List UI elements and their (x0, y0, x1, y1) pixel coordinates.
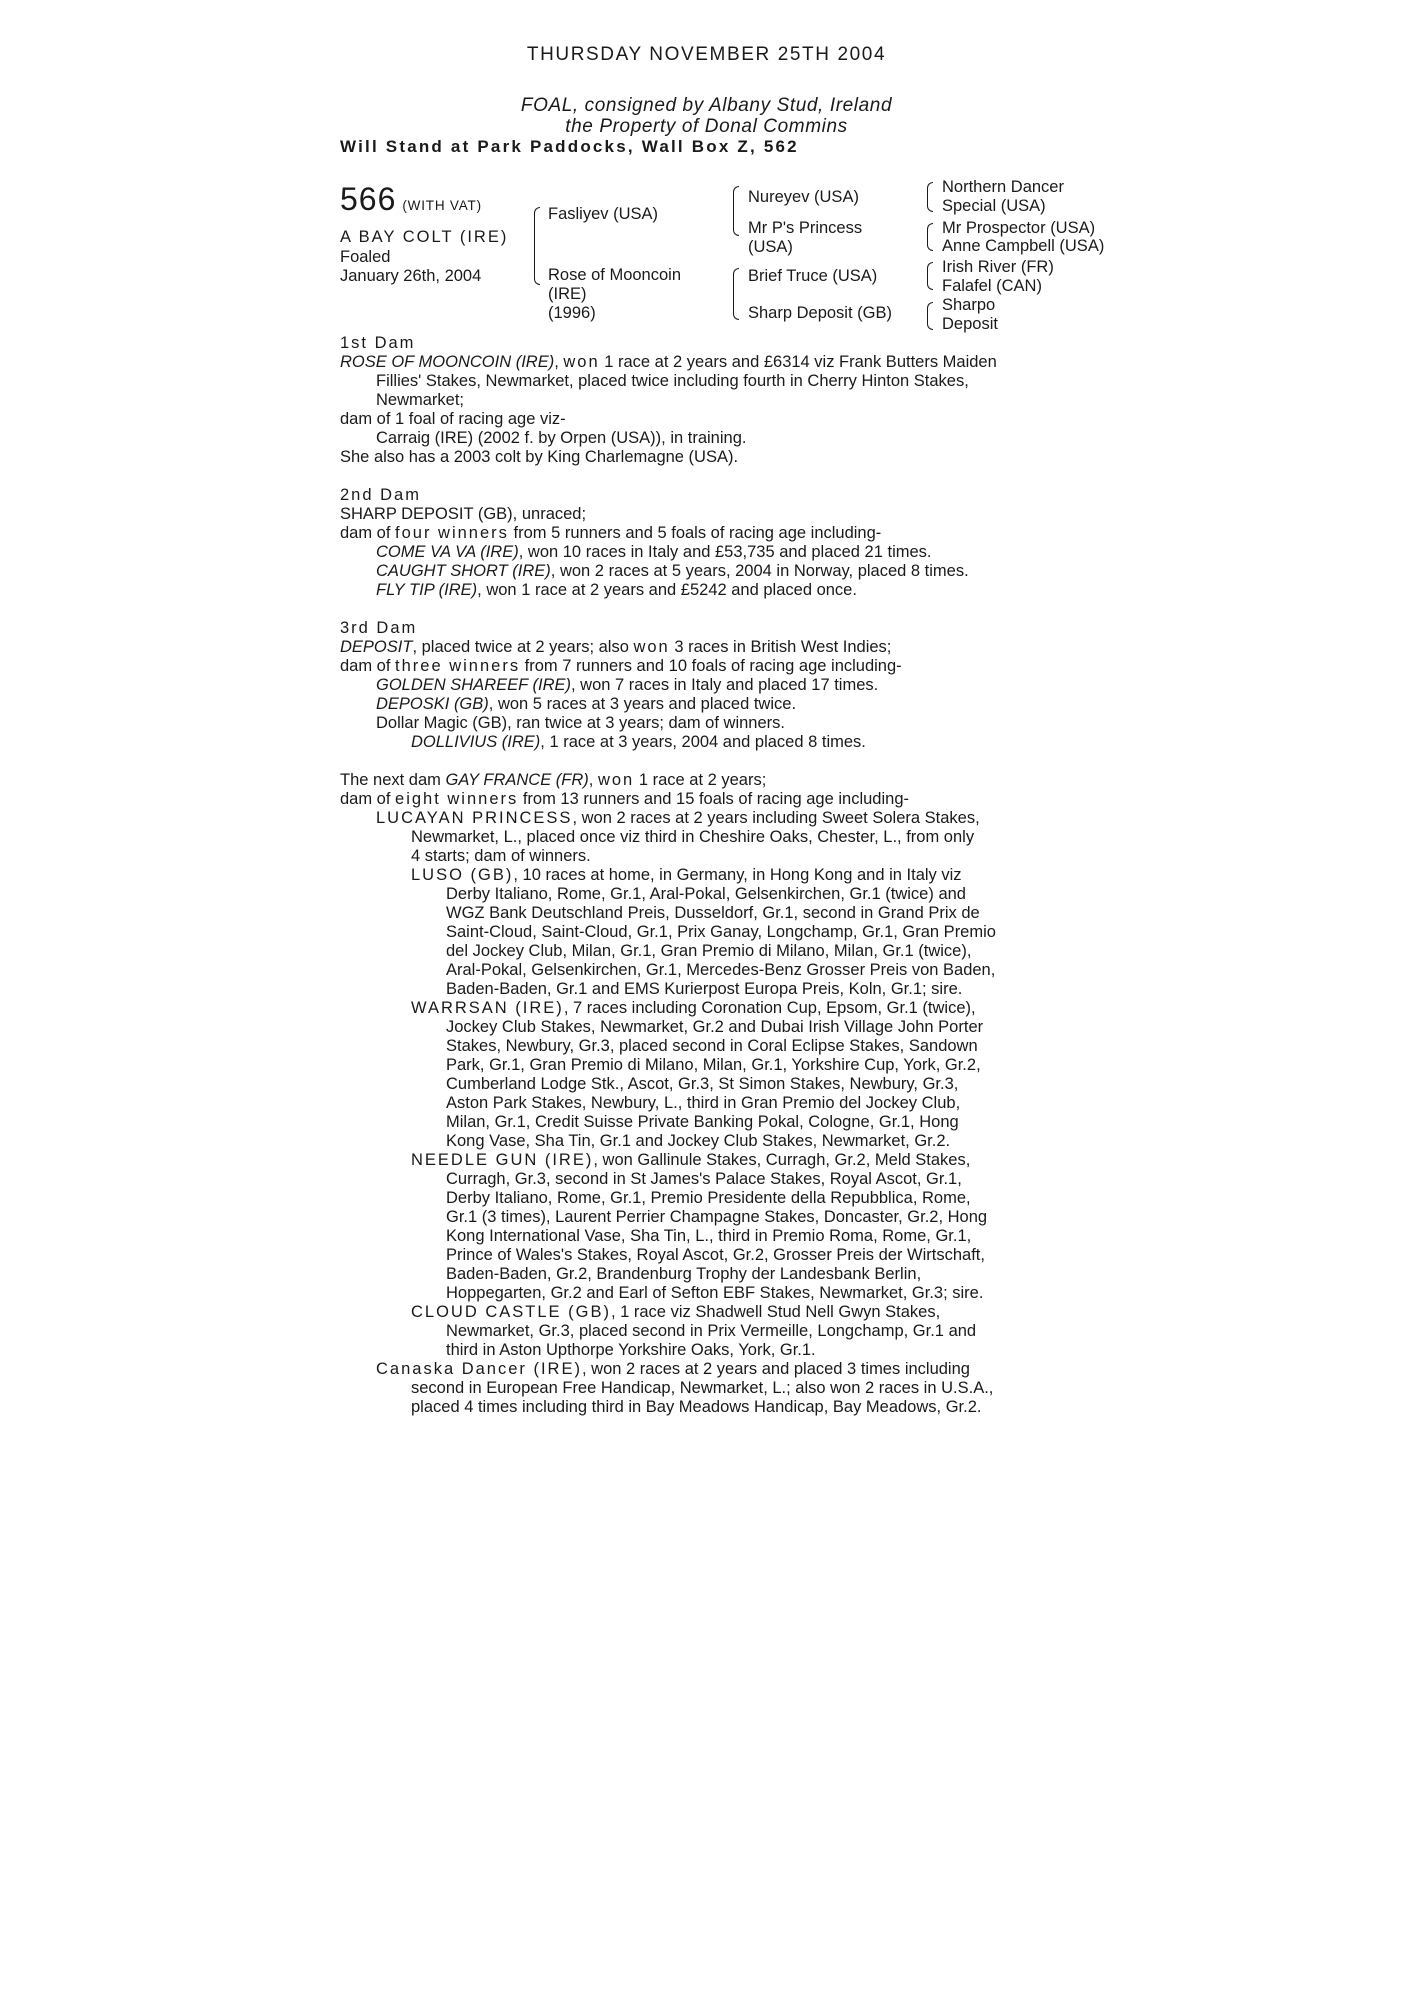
text: , won 1 race at 2 years and £5242 and placed once. (477, 581, 857, 599)
horse-name: FLY TIP (IRE) (376, 581, 478, 599)
produce-line: WGZ Bank Deutschland Preis, Dusseldorf, Gr.1, second in Grand Prix de (446, 904, 980, 922)
text: dam of (340, 790, 396, 808)
pedigree-brace (927, 262, 933, 290)
consignor-line: FOAL, consigned by Albany Stud, Ireland (520, 95, 893, 116)
sire-dam (748, 219, 862, 257)
produce-line: Derby Italiano, Rome, Gr.1, Aral-Pokal, Gelsenkirchen, Gr.1 (twice) and (446, 885, 966, 903)
text: from 5 runners and 5 foals of racing age including- (508, 524, 882, 542)
horse-name: GOLDEN SHAREEF (IRE) (376, 676, 571, 694)
pedigree-brace (534, 207, 540, 285)
text: 3 races in British West Indies; (669, 638, 892, 656)
produce-line: Prince of Wales's Stakes, Royal Ascot, Gr.2, Grosser Preis der Wirtschaft, (446, 1246, 985, 1264)
text: , 10 races at home, in Germany, in Hong Kong and in Italy viz (513, 866, 962, 884)
text: , won 10 races in Italy and £53,735 and placed 21 times. (518, 543, 932, 561)
produce-line: Hoppegarten, Gr.2 and Earl of Sefton EBF Stakes, Newmarket, Gr.3; sire. (446, 1284, 984, 1302)
dam-line (340, 657, 1080, 676)
produce-line: Stakes, Newbury, Gr.3, placed second in Coral Eclipse Stakes, Sandown (446, 1037, 978, 1055)
horse-name: CAUGHT SHORT (IRE) (376, 562, 551, 580)
dam-sire-dam: Falafel (CAN) (942, 277, 1042, 295)
second-dam-section (340, 486, 1080, 600)
horse-name: GAY FRANCE (FR) (445, 771, 589, 789)
horse-name: CLOUD CASTLE (GB) (411, 1303, 611, 1321)
sire-dam-name: Mr P's Princess (748, 219, 863, 237)
produce-line (340, 866, 1080, 885)
dam-country: (IRE) (548, 285, 587, 303)
horse-name: NEEDLE GUN (IRE) (411, 1151, 594, 1169)
horse-name: WARRSAN (IRE) (411, 999, 564, 1017)
sale-date: THURSDAY NOVEMBER 25TH 2004 (526, 44, 887, 65)
text: from 13 runners and 15 foals of racing age including- (518, 790, 909, 808)
property-line: the Property of Donal Commins (565, 116, 848, 137)
pedigree-brace (927, 302, 933, 330)
text: , won 2 races at 5 years, 2004 in Norway, placed 8 times. (550, 562, 969, 580)
produce-line: Kong International Vase, Sha Tin, L., third in Premio Roma, Rome, Gr.1, (446, 1227, 972, 1245)
text: , 1 race at 3 years, 2004 and placed 8 times. (540, 733, 866, 751)
dam-line: Carraig (IRE) (2002 f. by Orpen (USA)), in training. (376, 429, 747, 447)
produce-line: third in Aston Upthorpe Yorkshire Oaks, York, Gr.1. (446, 1341, 816, 1359)
horse-name: DEPOSKI (GB) (376, 695, 489, 713)
dam-line (340, 543, 1080, 562)
won-emphasis: won (633, 638, 670, 656)
winners-emphasis: eight winners (395, 790, 519, 808)
first-dam-section (340, 334, 1080, 467)
pedigree-brace (927, 182, 933, 212)
produce-line: Saint-Cloud, Saint-Cloud, Gr.1, Prix Ganay, Longchamp, Gr.1, Gran Premio (446, 923, 996, 941)
next-dam-section (340, 771, 1080, 1417)
produce-line: Newmarket, L., placed once viz third in Cheshire Oaks, Chester, L., from only (411, 828, 975, 846)
produce-line: second in European Free Handicap, Newmarket, L.; also won 2 races in U.S.A., (411, 1379, 994, 1397)
sire-sire: Nureyev (USA) (748, 188, 859, 206)
sire: Fasliyev (USA) (548, 205, 659, 223)
produce-line: Aral-Pokal, Gelsenkirchen, Gr.1, Mercedes-Benz Grosser Preis von Baden, (446, 961, 996, 979)
text: , won 2 races at 2 years including Sweet Solera Stakes, (572, 809, 980, 827)
text: , placed twice at 2 years; also (412, 638, 634, 656)
produce-line (340, 1151, 1080, 1170)
dam-line: dam of 1 foal of racing age viz- (340, 410, 566, 428)
dam-name: Rose of Mooncoin (548, 266, 681, 284)
vat-note: (WITH VAT) (402, 198, 482, 213)
produce-line: Derby Italiano, Rome, Gr.1, Premio Presidente della Repubblica, Rome, (446, 1189, 971, 1207)
dam-line: Dollar Magic (GB), ran twice at 3 years; dam of winners. (376, 714, 785, 732)
lot-number: 566 (340, 181, 397, 217)
won-emphasis: won (597, 771, 635, 789)
text: The next dam (340, 771, 446, 789)
dam-line: She also has a 2003 colt by King Charlemagne (USA). (340, 448, 739, 466)
dam-line (340, 524, 1080, 543)
produce-line (340, 1360, 1080, 1379)
text: dam of (340, 657, 396, 675)
dam-dam: Sharp Deposit (GB) (748, 304, 892, 322)
dam-sire-sire: Irish River (FR) (942, 258, 1054, 276)
third-dam-section (340, 619, 1080, 752)
stabling-line: Will Stand at Park Paddocks, Wall Box Z, 562 (340, 137, 799, 156)
dam-line (340, 638, 1080, 657)
foaled-label: Foaled (340, 247, 391, 266)
dam-line: Newmarket; (376, 391, 465, 409)
produce-line: Curragh, Gr.3, second in St James's Palace Stakes, Royal Ascot, Gr.1, (446, 1170, 962, 1188)
dam-line (340, 695, 1080, 714)
dam-line (340, 581, 1080, 600)
sire-sire-dam: Special (USA) (942, 197, 1046, 215)
dam-dam-dam: Deposit (942, 315, 998, 333)
produce-line (340, 999, 1080, 1018)
text: , 1 race viz Shadwell Stud Nell Gwyn Stakes, (610, 1303, 941, 1321)
dam-line: Fillies' Stakes, Newmarket, placed twice including fourth in Cherry Hinton Stakes, (376, 372, 969, 390)
text: 1 race at 2 years; (634, 771, 767, 789)
text: dam of (340, 524, 396, 542)
pedigree-brace (927, 223, 933, 251)
section-heading: 1st Dam (340, 334, 416, 352)
text: , won 5 races at 3 years and placed twice. (488, 695, 797, 713)
dam-line: ROSE OF MOONCOIN (IRE), won 1 race at 2 years and £6314 viz Frank Butters Maiden (340, 353, 997, 371)
text: , 7 races including Coronation Cup, Epsom, Gr.1 (twice), (563, 999, 976, 1017)
produce-line (340, 1303, 1080, 1322)
pedigree-brace (733, 186, 739, 236)
produce-line: del Jockey Club, Milan, Gr.1, Gran Premio di Milano, Milan, Gr.1 (twice), (446, 942, 972, 960)
sire-dam-dam: Anne Campbell (USA) (942, 237, 1105, 255)
horse-name: LUCAYAN PRINCESS (376, 809, 573, 827)
sire-sire-sire: Northern Dancer (942, 178, 1064, 196)
produce-line: Cumberland Lodge Stk., Ascot, Gr.3, St Simon Stakes, Newbury, Gr.3, (446, 1075, 959, 1093)
won-emphasis: won (563, 353, 600, 371)
sire-dam-sire: Mr Prospector (USA) (942, 219, 1096, 237)
dam-year: (1996) (548, 304, 596, 322)
text: , (588, 771, 598, 789)
horse-name: COME VA VA (IRE) (376, 543, 519, 561)
section-heading: 2nd Dam (340, 486, 421, 504)
horse-name: LUSO (GB) (411, 866, 514, 884)
horse-name: A BAY COLT (IRE) (340, 228, 509, 246)
produce-line (340, 809, 1080, 828)
winners-emphasis: four winners (395, 524, 509, 542)
produce-line: 4 starts; dam of winners. (411, 847, 591, 865)
lot-heading (340, 181, 482, 218)
pedigree-brace (733, 268, 739, 320)
produce-line: Jockey Club Stakes, Newmarket, Gr.2 and Dubai Irish Village John Porter (446, 1018, 984, 1036)
text: from 7 runners and 10 foals of racing age including- (520, 657, 902, 675)
dam-line: SHARP DEPOSIT (GB), unraced; (340, 505, 587, 523)
consignment-block (0, 95, 1413, 137)
dam-line (340, 771, 1080, 790)
text: , won Gallinule Stakes, Curragh, Gr.2, Meld Stakes, (593, 1151, 971, 1169)
produce-line: Gr.1 (3 times), Laurent Perrier Champagne Stakes, Doncaster, Gr.2, Hong (446, 1208, 988, 1226)
dam-dam-sire: Sharpo (942, 296, 996, 314)
horse-name: DOLLIVIUS (IRE) (411, 733, 541, 751)
produce-line: placed 4 times including third in Bay Meadows Handicap, Bay Meadows, Gr.2. (411, 1398, 982, 1416)
horse-name: Canaska Dancer (IRE) (376, 1360, 582, 1378)
horse-name: DEPOSIT (340, 638, 413, 656)
foaled-date: January 26th, 2004 (340, 267, 482, 285)
produce-line: Milan, Gr.1, Credit Suisse Private Banking Pokal, Cologne, Gr.1, Hong (446, 1113, 959, 1131)
produce-line: Park, Gr.1, Gran Premio di Milano, Milan, Gr.1, Yorkshire Cup, York, Gr.2, (446, 1056, 981, 1074)
produce-line: Baden-Baden, Gr.1 and EMS Kurierpost Europa Preis, Koln, Gr.1; sire. (446, 980, 963, 998)
produce-line: Newmarket, Gr.3, placed second in Prix Vermeille, Longchamp, Gr.1 and (446, 1322, 977, 1340)
winners-emphasis: three winners (395, 657, 521, 675)
dam (548, 266, 681, 323)
text: , won 7 races in Italy and placed 17 times. (570, 676, 879, 694)
produce-line: Baden-Baden, Gr.2, Brandenburg Trophy der Landesbank Berlin, (446, 1265, 922, 1283)
produce-line: Aston Park Stakes, Newbury, L., third in Gran Premio del Jockey Club, (446, 1094, 961, 1112)
sire-dam-country: (USA) (748, 238, 793, 256)
section-heading: 3rd Dam (340, 619, 418, 637)
text: 1 race at 2 years and £6314 viz Frank Butters Maiden (599, 353, 997, 371)
horse-name: ROSE OF MOONCOIN (IRE) (340, 353, 555, 371)
dam-line (340, 790, 1080, 809)
dam-line (340, 562, 1080, 581)
dam-line (340, 676, 1080, 695)
horse-details (340, 228, 508, 287)
text: , won 2 races at 2 years and placed 3 times including (581, 1360, 970, 1378)
dam-line (340, 733, 1080, 752)
dam-sire: Brief Truce (USA) (748, 267, 878, 285)
produce-line: Kong Vase, Sha Tin, Gr.1 and Jockey Club Stakes, Newmarket, Gr.2. (446, 1132, 951, 1150)
